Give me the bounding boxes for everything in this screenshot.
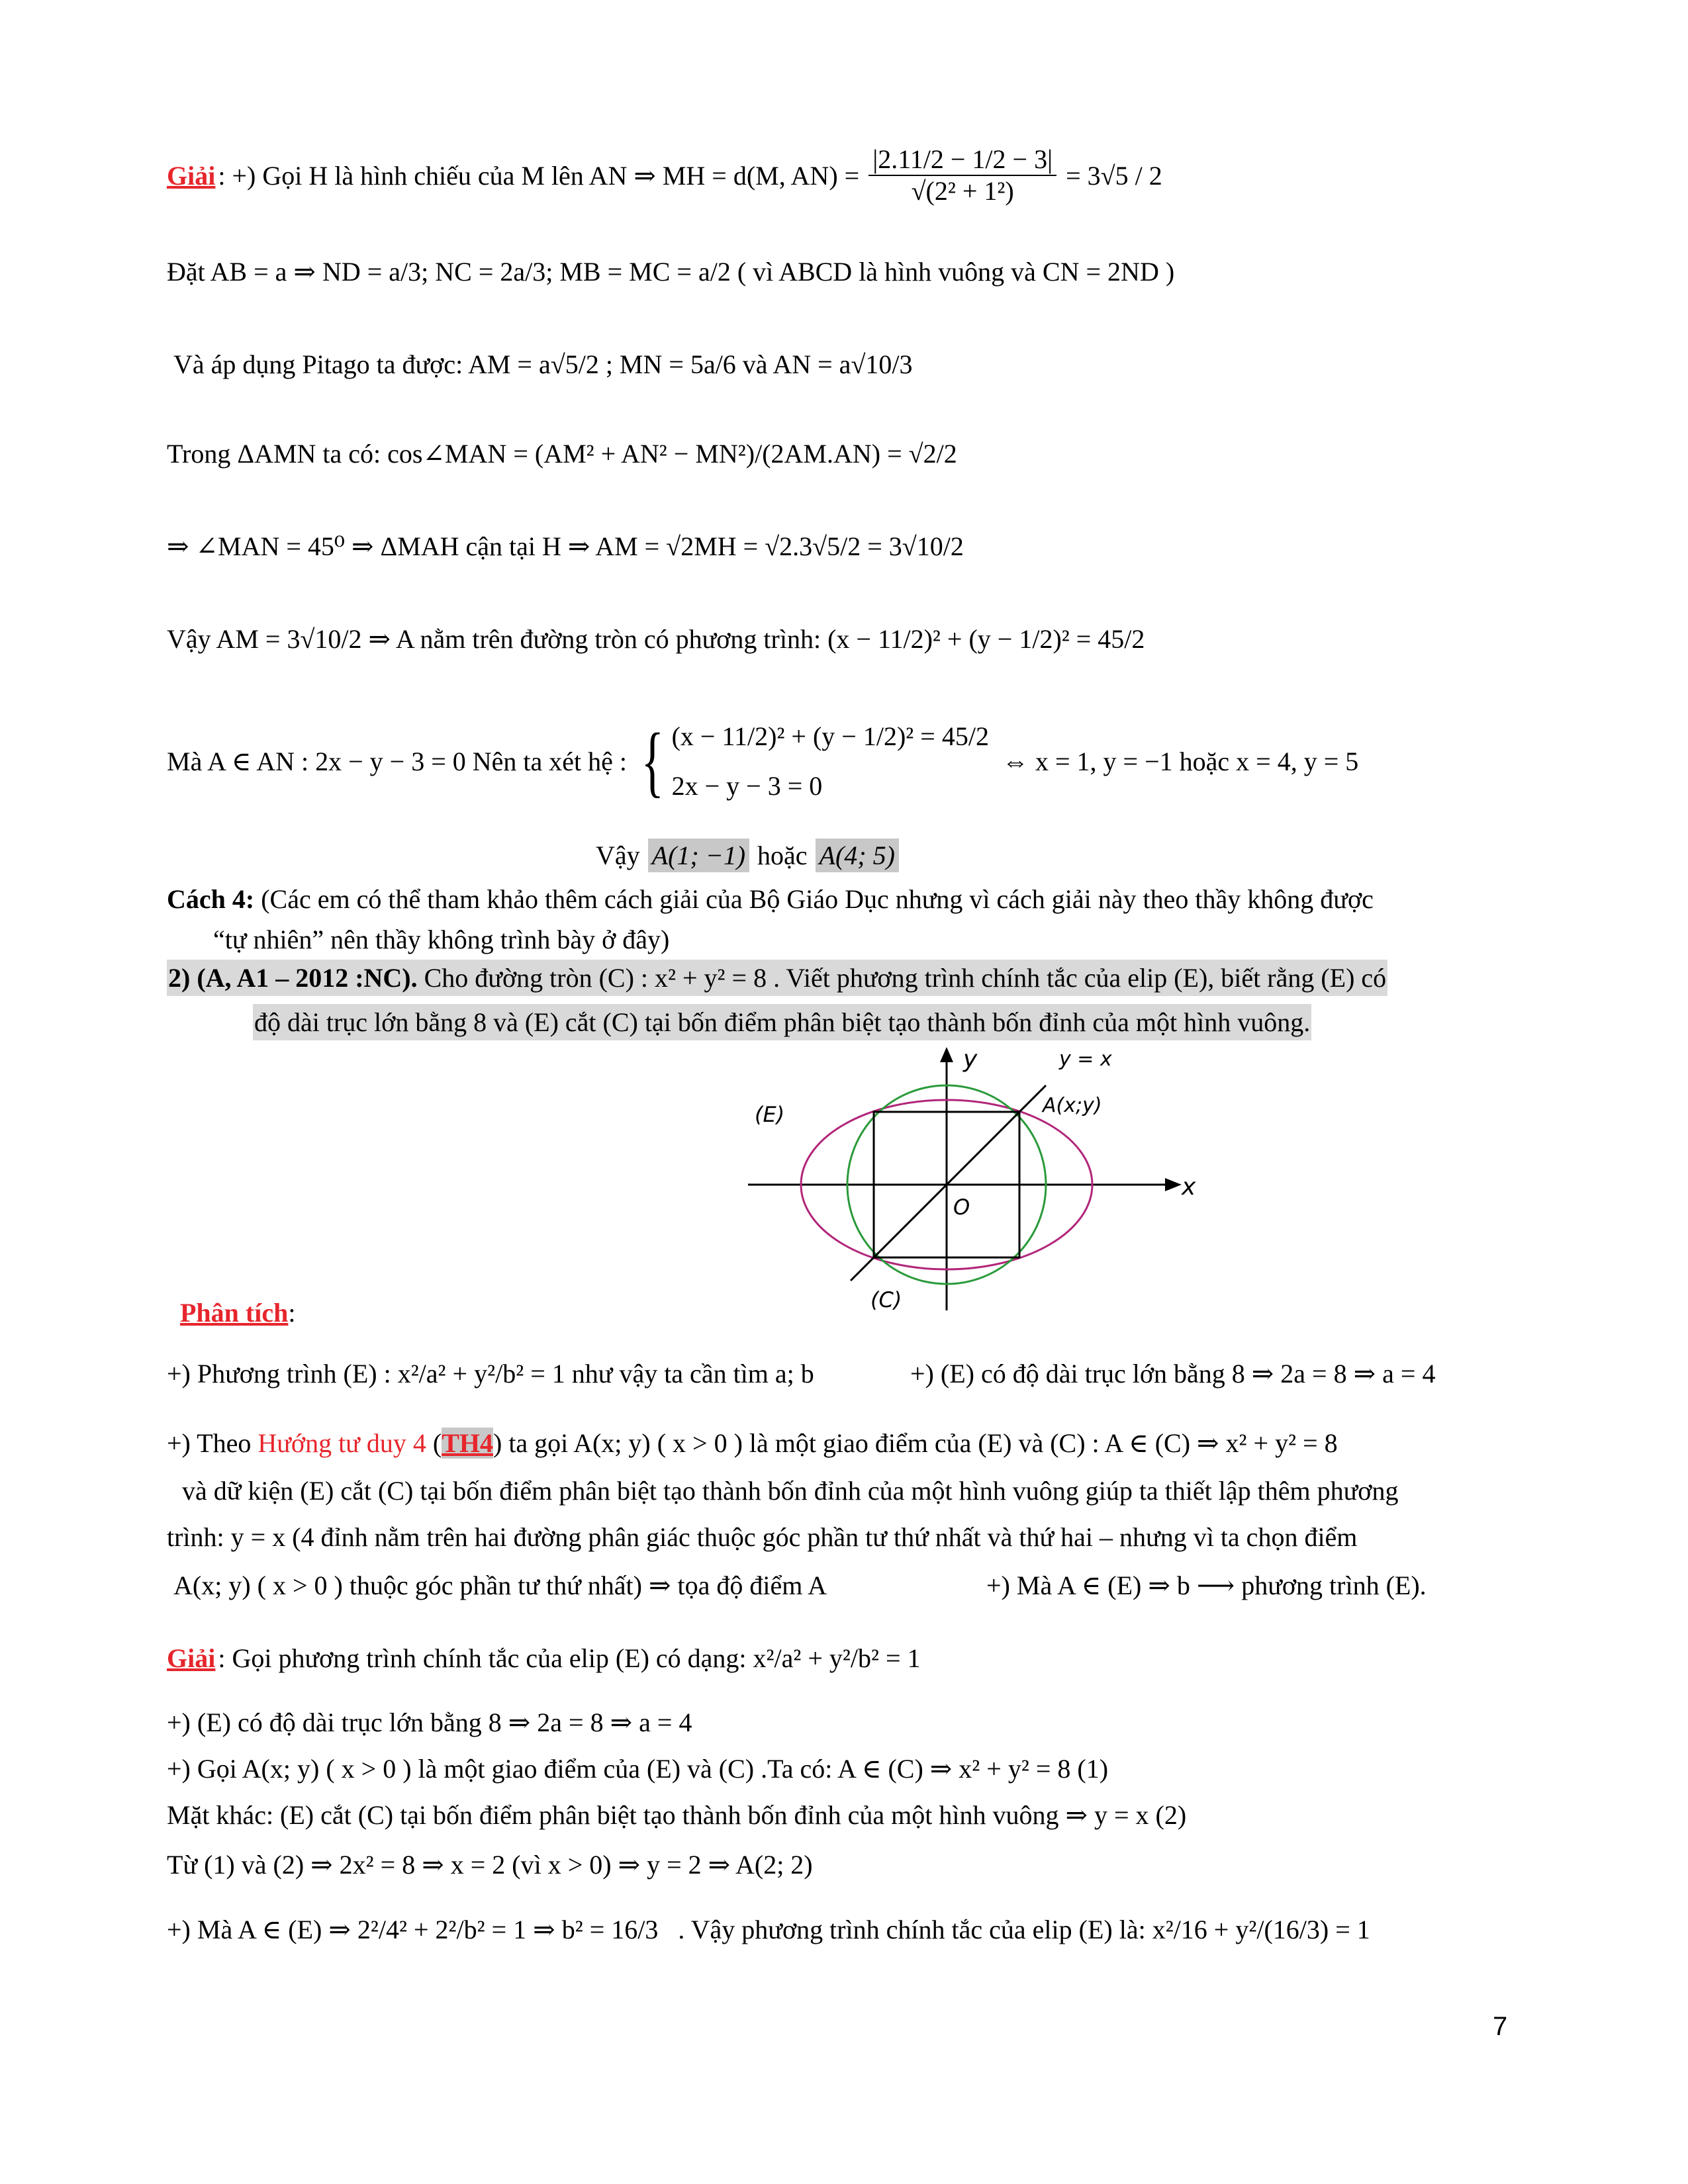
system-solution: ⇔ x = 1, y = −1 hoặc x = 4, y = 5: [1002, 746, 1359, 776]
label-C: (C): [870, 1287, 902, 1312]
cach4-block: [167, 884, 1374, 955]
line-pitago: [173, 334, 913, 394]
label-y-eq-x: y = x: [1059, 1048, 1112, 1071]
system-brace: {: [641, 717, 665, 805]
analysis-heading: Phân tích:: [180, 1298, 296, 1328]
line-set-ab-text: Đặt AB = a ⇒ ND = a/3; NC = 2a/3; MB = MC = a/2 ( vì ABCD là hình vuông và CN = 2ND ): [167, 256, 1175, 287]
solution2-line-3: [167, 1751, 1108, 1787]
conclusion-label: Vậy: [596, 840, 640, 870]
analysis-line-2: +) Theo Hướng tư duy 4 ( TH4 ) ta gọi A(x; y) ( x > 0 ) là một giao điểm của (E) và (C) : A ∈ (C) ⇒ x² + y² = 8: [167, 1428, 1338, 1458]
analysis-p5b: +) Mà A ∈ (E) ⇒ b ⟶ phương trình (E).: [986, 1570, 1427, 1600]
line-circle: [167, 609, 1145, 668]
solution-label: Giải: [167, 160, 216, 191]
cach4-label: Cách 4:: [167, 884, 255, 914]
solution2-s1: : Gọi phương trình chính tắc của elip (E) có dạng: x²/a² + y²/b² = 1: [218, 1643, 921, 1673]
line-angle: [167, 516, 964, 576]
conclusion-or: hoặc: [757, 840, 808, 870]
solution-line-1: [167, 126, 1162, 225]
analysis-line-1b: [910, 1343, 1435, 1403]
line-circle-text: Vậy AM = 3√10/2 ⇒ A nằm trên đường tròn có phương trình: (x − 11/2)² + (y − 1/2)² = 45/2: [167, 623, 1145, 654]
line-system: [167, 702, 1358, 821]
line-cos-text: Trong ΔAMN ta có: cos∠MAN = (AM² + AN² − MN²)/(2AM.AN) = √2/2: [167, 438, 957, 469]
problem2-text-1: Cho đường tròn (C) : x² + y² = 8 . Viết phương trình chính tắc của elip (E), biết rằng (E) có: [424, 963, 1387, 993]
cach4-text-1: (Các em có thể tham khảo thêm cách giải của Bộ Giáo Dục nhưng vì cách giải này theo thầy không được: [261, 884, 1374, 914]
solution2-s6a: +) Mà A ∈ (E) ⇒ 2²/4² + 2²/b² = 1 ⇒ b² = 16/3: [167, 1914, 659, 1944]
system-eq-2: 2x − y − 3 = 0: [671, 771, 823, 801]
label-A: A(x;y): [1043, 1094, 1102, 1117]
line-conclusion: [596, 835, 899, 875]
distance-result: = 3√5 / 2: [1066, 160, 1162, 191]
solution-intro: : +) Gọi H là hình chiếu của M lên AN ⇒ MH = d(M, AN) =: [218, 160, 860, 191]
answer-a2: A(4; 5): [816, 839, 899, 872]
solution2-label: Giải: [167, 1643, 216, 1673]
analysis-line-3: [182, 1473, 1398, 1509]
analysis-p2a: +) Theo: [167, 1428, 252, 1458]
solution2-line-6: [167, 1899, 1370, 1959]
label-E: (E): [755, 1102, 785, 1127]
line-set-ab: [167, 242, 1174, 301]
y-axis-arrow: [940, 1047, 953, 1062]
analysis-p3: và dữ kiện (E) cắt (C) tại bốn điểm phân biệt tạo thành bốn đỉnh của một hình vuông giúp ta thiết lập thêm phương: [182, 1476, 1399, 1506]
problem2-block: [167, 960, 1387, 1040]
line-y-equals-x: [851, 1085, 1046, 1281]
distance-denominator: √(2² + 1²): [911, 176, 1014, 206]
analysis-line-1: [167, 1343, 814, 1403]
analysis-p2c: TH4: [442, 1428, 493, 1458]
solution2-line-2: [167, 1704, 692, 1741]
label-x: x: [1182, 1173, 1196, 1201]
distance-numerator: |2.11/2 − 1/2 − 3|: [868, 144, 1056, 176]
line-cos: [167, 424, 957, 483]
solution2-s6b: . Vậy phương trình chính tắc của elip (E) là: x²/16 + y²/(16/3) = 1: [678, 1914, 1370, 1944]
analysis-line-4: [167, 1519, 1357, 1555]
solution2-s3: +) Gọi A(x; y) ( x > 0 ) là một giao điểm của (E) và (C) .Ta có: A ∈ (C) ⇒ x² + y² = 8 (1): [167, 1754, 1109, 1784]
analysis-p1b: +) (E) có độ dài trục lớn bằng 8 ⇒ 2a = 8 ⇒ a = 4: [910, 1358, 1436, 1388]
x-axis-arrow: [1165, 1178, 1182, 1191]
analysis-p4: trình: y = x (4 đỉnh nằm trên hai đường phân giác thuộc góc phần tư thứ nhất và thứ hai – nhưng vì ta chọn điểm: [167, 1522, 1358, 1552]
analysis-label: Phân tích: [180, 1298, 289, 1328]
system-intro: Mà A ∈ AN : 2x − y − 3 = 0 Nên ta xét hệ :: [167, 746, 627, 776]
solution2-line-4: [167, 1797, 1186, 1833]
line-angle-text: ⇒ ∠MAN = 45⁰ ⇒ ΔMAH cận tại H ⇒ AM = √2MH = √2.3√5/2 = 3√10/2: [167, 531, 964, 561]
solution2-s4: Mặt khác: (E) cắt (C) tại bốn điểm phân biệt tạo thành bốn đỉnh của một hình vuông ⇒ y = x (2): [167, 1800, 1187, 1830]
analysis-p1a: +) Phương trình (E) : x²/a² + y²/b² = 1 như vậy ta cần tìm a; b: [167, 1358, 814, 1388]
label-y: y: [963, 1046, 978, 1073]
solution2-s2: +) (E) có độ dài trục lớn bằng 8 ⇒ 2a = 8 ⇒ a = 4: [167, 1707, 692, 1737]
page-number: 7: [1493, 2012, 1508, 2041]
system-equations: [672, 721, 989, 801]
analysis-p2d: ta gọi A(x; y) ( x > 0 ) là một giao điểm của (E) và (C) : A ∈ (C) ⇒ x² + y² = 8: [508, 1428, 1338, 1458]
problem2-text-2: độ dài trục lớn bằng 8 và (E) cắt (C) tại bốn điểm phân biệt tạo thành bốn đỉnh của một hình vuông.: [253, 1004, 1311, 1040]
analysis-p2b: Hướng tư duy 4: [258, 1428, 426, 1458]
answer-a1: A(1; −1): [648, 839, 749, 872]
analysis-p5a: A(x; y) ( x > 0 ) thuộc góc phần tư thứ nhất) ⇒ tọa độ điểm A: [173, 1570, 827, 1600]
solution2-s5: Từ (1) và (2) ⇒ 2x² = 8 ⇒ x = 2 (vì x > 0) ⇒ y = 2 ⇒ A(2; 2): [167, 1850, 813, 1880]
analysis-line-5b: [986, 1565, 1427, 1605]
solution2-line-5: [167, 1846, 813, 1883]
distance-fraction: [868, 144, 1056, 206]
solution2-line-1: [167, 1628, 921, 1688]
label-O: O: [953, 1195, 970, 1220]
analysis-line-5: [173, 1565, 827, 1605]
problem2-label: 2) (A, A1 – 2012 :NC).: [168, 963, 418, 993]
system-eq-1: (x − 11/2)² + (y − 1/2)² = 45/2: [671, 721, 989, 751]
cach4-text-2: “tự nhiên” nên thầy không trình bày ở đây): [213, 925, 670, 954]
line-pitago-text: Và áp dụng Pitago ta được: AM = a√5/2 ; MN = 5a/6 và AN = a√10/3: [173, 349, 913, 379]
ellipse-circle-figure: [741, 1046, 1218, 1324]
